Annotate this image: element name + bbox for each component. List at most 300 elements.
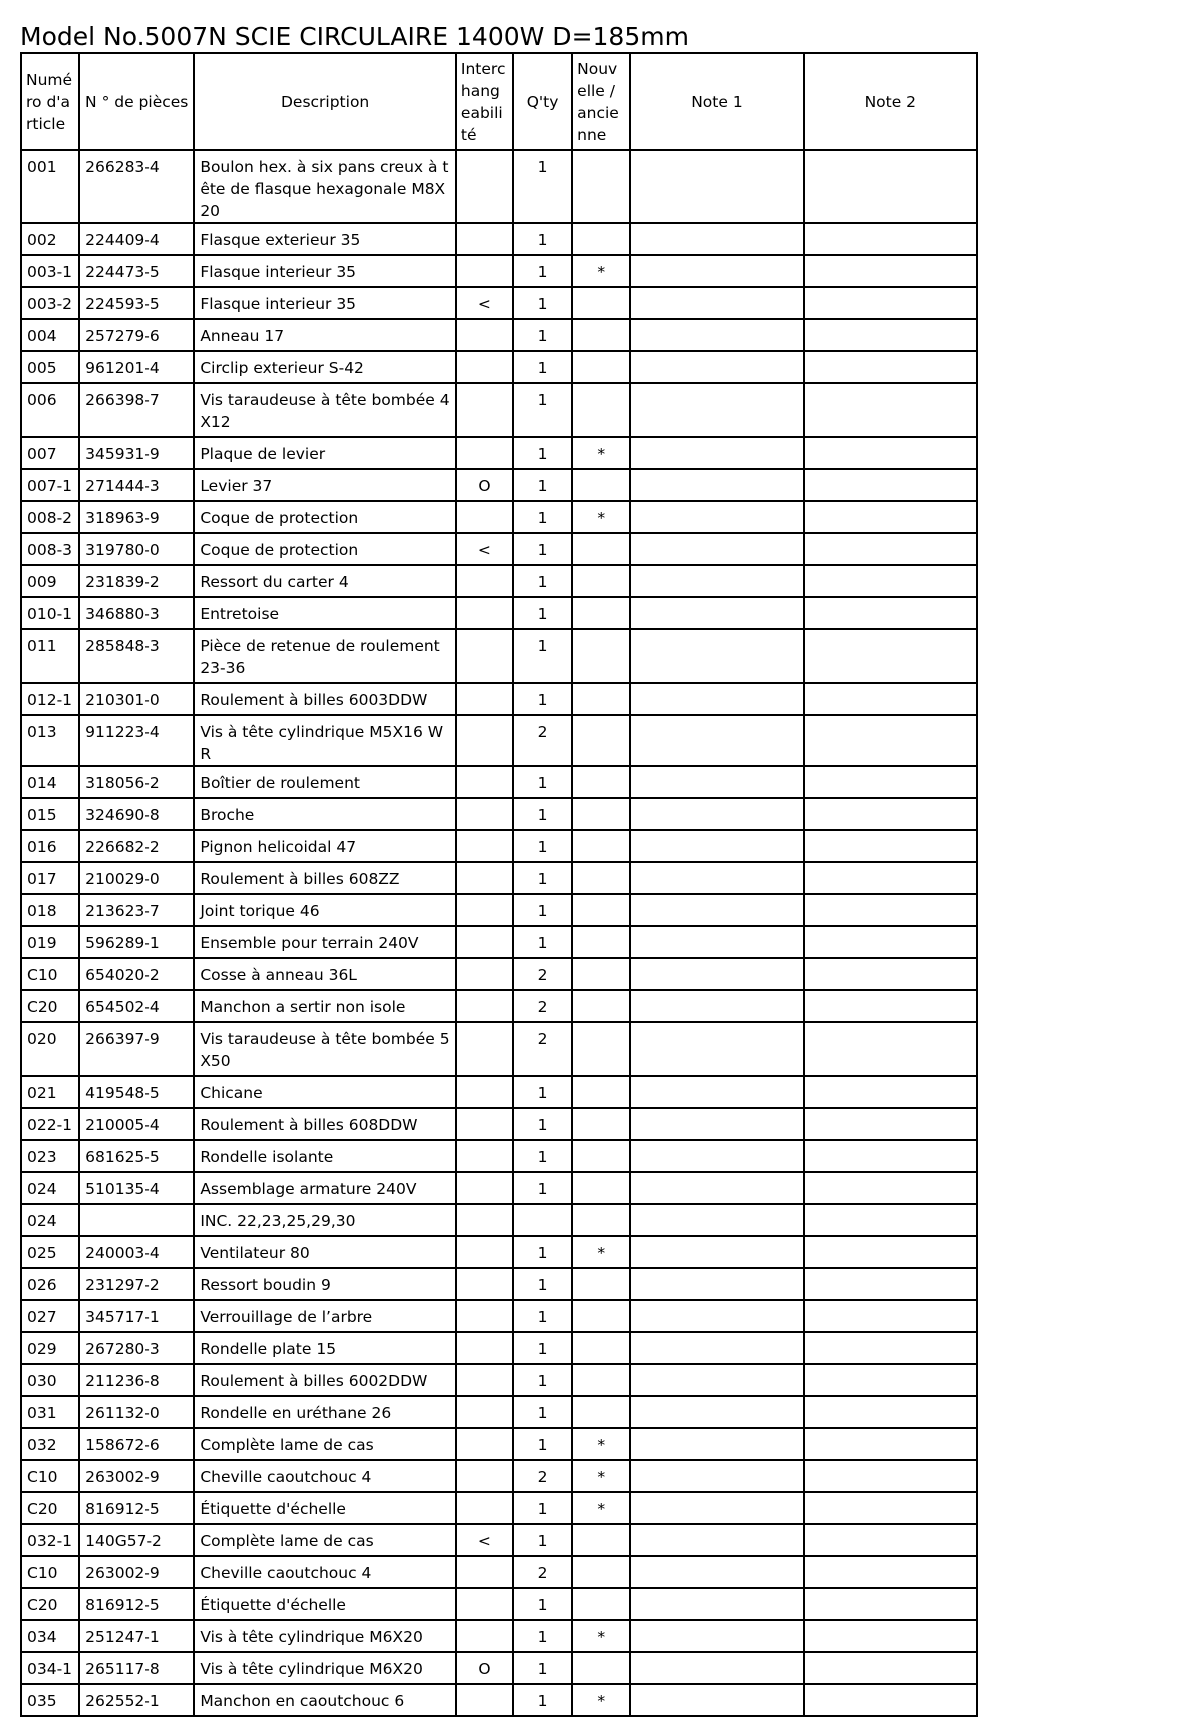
description-cell: Étiquette d'échelle [194, 1588, 456, 1620]
description-cell: Ressort du carter 4 [194, 565, 456, 597]
interchangeability-cell [456, 255, 513, 287]
interchangeability-cell [456, 798, 513, 830]
description-cell: Manchon a sertir non isole [194, 990, 456, 1022]
interchangeability-cell [456, 1684, 513, 1716]
new-old-cell [572, 1268, 630, 1300]
description-cell: Coque de protection [194, 501, 456, 533]
description-cell: Roulement à billes 608DDW [194, 1108, 456, 1140]
note2-cell [804, 1108, 977, 1140]
table-row [21, 565, 977, 597]
interchangeability-cell [456, 990, 513, 1022]
item-number-cell: 022-1 [21, 1108, 79, 1140]
note2-cell [804, 683, 977, 715]
note1-cell [630, 1076, 803, 1108]
part-number-cell: 240003-4 [79, 1236, 194, 1268]
new-old-cell [572, 1364, 630, 1396]
qty-cell: 1 [513, 1620, 572, 1652]
note2-cell [804, 565, 977, 597]
new-old-cell: * [572, 1428, 630, 1460]
note1-cell [630, 629, 803, 683]
new-old-cell [572, 629, 630, 683]
description-cell: Complète lame de cas [194, 1524, 456, 1556]
interchangeability-cell [456, 1204, 513, 1236]
note2-cell [804, 862, 977, 894]
table-row [21, 1022, 977, 1076]
new-old-cell: * [572, 1460, 630, 1492]
note2-cell [804, 1236, 977, 1268]
new-old-cell [572, 223, 630, 255]
qty-cell: 1 [513, 223, 572, 255]
note1-cell [630, 990, 803, 1022]
new-old-cell [572, 533, 630, 565]
item-number-cell: 032 [21, 1428, 79, 1460]
item-number-cell: C20 [21, 1492, 79, 1524]
item-number-cell: 027 [21, 1300, 79, 1332]
new-old-cell [572, 1332, 630, 1364]
col-interchangeability: Interchangeabilité [456, 53, 513, 150]
part-number-cell: 210005-4 [79, 1108, 194, 1140]
interchangeability-cell [456, 437, 513, 469]
note2-cell [804, 715, 977, 766]
item-number-cell: 012-1 [21, 683, 79, 715]
note1-cell [630, 715, 803, 766]
interchangeability-cell [456, 1588, 513, 1620]
col-item-no: Numéro d'article [21, 53, 79, 150]
description-cell: Roulement à billes 6003DDW [194, 683, 456, 715]
table-row [21, 1204, 977, 1236]
table-row [21, 894, 977, 926]
item-number-cell: 024 [21, 1204, 79, 1236]
note1-cell [630, 926, 803, 958]
note1-cell [630, 150, 803, 223]
interchangeability-cell [456, 894, 513, 926]
note2-cell [804, 798, 977, 830]
table-row [21, 1620, 977, 1652]
new-old-cell [572, 1076, 630, 1108]
note1-cell [630, 223, 803, 255]
new-old-cell [572, 1204, 630, 1236]
interchangeability-cell [456, 862, 513, 894]
note2-cell [804, 1396, 977, 1428]
note2-cell [804, 766, 977, 798]
note2-cell [804, 1022, 977, 1076]
table-header-row [21, 53, 977, 150]
interchangeability-cell [456, 958, 513, 990]
note1-cell [630, 894, 803, 926]
part-number-cell: 654502-4 [79, 990, 194, 1022]
new-old-cell [572, 766, 630, 798]
item-number-cell: 008-2 [21, 501, 79, 533]
new-old-cell [572, 894, 630, 926]
qty-cell: 1 [513, 1268, 572, 1300]
note1-cell [630, 1022, 803, 1076]
item-number-cell: 004 [21, 319, 79, 351]
description-cell: Roulement à billes 6002DDW [194, 1364, 456, 1396]
note1-cell [630, 1492, 803, 1524]
item-number-cell: 032-1 [21, 1524, 79, 1556]
note2-cell [804, 1332, 977, 1364]
qty-cell: 1 [513, 1684, 572, 1716]
part-number-cell: 346880-3 [79, 597, 194, 629]
new-old-cell: * [572, 1684, 630, 1716]
interchangeability-cell [456, 1108, 513, 1140]
qty-cell: 1 [513, 1588, 572, 1620]
interchangeability-cell [456, 1236, 513, 1268]
table-row [21, 1332, 977, 1364]
interchangeability-cell [456, 1300, 513, 1332]
new-old-cell [572, 862, 630, 894]
interchangeability-cell: O [456, 469, 513, 501]
part-number-cell: 510135-4 [79, 1172, 194, 1204]
interchangeability-cell [456, 1396, 513, 1428]
note1-cell [630, 255, 803, 287]
table-row [21, 223, 977, 255]
table-row [21, 1684, 977, 1716]
note1-cell [630, 1300, 803, 1332]
interchangeability-cell [456, 830, 513, 862]
new-old-cell [572, 990, 630, 1022]
part-number-cell: 266398-7 [79, 383, 194, 437]
qty-cell: 1 [513, 894, 572, 926]
new-old-cell [572, 597, 630, 629]
new-old-cell [572, 1140, 630, 1172]
part-number-cell: 210029-0 [79, 862, 194, 894]
note1-cell [630, 766, 803, 798]
interchangeability-cell [456, 926, 513, 958]
note1-cell [630, 958, 803, 990]
interchangeability-cell [456, 351, 513, 383]
part-number-cell: 419548-5 [79, 1076, 194, 1108]
description-cell: Anneau 17 [194, 319, 456, 351]
note1-cell [630, 683, 803, 715]
qty-cell: 1 [513, 1492, 572, 1524]
note2-cell [804, 1204, 977, 1236]
table-row [21, 1108, 977, 1140]
part-number-cell: 140G57-2 [79, 1524, 194, 1556]
description-cell: Flasque interieur 35 [194, 255, 456, 287]
interchangeability-cell: < [456, 1524, 513, 1556]
qty-cell: 1 [513, 1076, 572, 1108]
interchangeability-cell [456, 150, 513, 223]
note2-cell [804, 1556, 977, 1588]
description-cell: Levier 37 [194, 469, 456, 501]
description-cell: Verrouillage de l’arbre [194, 1300, 456, 1332]
interchangeability-cell [456, 1076, 513, 1108]
qty-cell: 1 [513, 1524, 572, 1556]
note2-cell [804, 629, 977, 683]
item-number-cell: C10 [21, 958, 79, 990]
qty-cell: 1 [513, 1396, 572, 1428]
note1-cell [630, 1684, 803, 1716]
part-number-cell: 211236-8 [79, 1364, 194, 1396]
table-row [21, 1236, 977, 1268]
table-row [21, 1652, 977, 1684]
note2-cell [804, 1300, 977, 1332]
note2-cell [804, 597, 977, 629]
note1-cell [630, 1204, 803, 1236]
col-part-no: N ° de pièces [79, 53, 194, 150]
new-old-cell [572, 319, 630, 351]
table-row [21, 990, 977, 1022]
description-cell: Pignon helicoidal 47 [194, 830, 456, 862]
part-number-cell: 263002-9 [79, 1460, 194, 1492]
note1-cell [630, 1140, 803, 1172]
part-number-cell: 257279-6 [79, 319, 194, 351]
note2-cell [804, 223, 977, 255]
note1-cell [630, 287, 803, 319]
description-cell: Boîtier de roulement [194, 766, 456, 798]
qty-cell: 1 [513, 150, 572, 223]
part-number-cell: 345717-1 [79, 1300, 194, 1332]
description-cell: Vis taraudeuse à tête bombée 4X12 [194, 383, 456, 437]
qty-cell: 1 [513, 683, 572, 715]
description-cell: Coque de protection [194, 533, 456, 565]
table-row [21, 1396, 977, 1428]
description-cell: Vis à tête cylindrique M5X16 WR [194, 715, 456, 766]
qty-cell: 2 [513, 990, 572, 1022]
new-old-cell: * [572, 1236, 630, 1268]
description-cell: Cheville caoutchouc 4 [194, 1460, 456, 1492]
description-cell: Ventilateur 80 [194, 1236, 456, 1268]
col-note1: Note 1 [630, 53, 803, 150]
note1-cell [630, 1236, 803, 1268]
note2-cell [804, 501, 977, 533]
interchangeability-cell [456, 383, 513, 437]
description-cell: Assemblage armature 240V [194, 1172, 456, 1204]
note1-cell [630, 565, 803, 597]
note1-cell [630, 1652, 803, 1684]
table-row [21, 629, 977, 683]
note1-cell [630, 501, 803, 533]
interchangeability-cell [456, 1492, 513, 1524]
description-cell: Ensemble pour terrain 240V [194, 926, 456, 958]
parts-table [20, 52, 978, 1717]
part-number-cell: 318963-9 [79, 501, 194, 533]
note2-cell [804, 1492, 977, 1524]
item-number-cell: 029 [21, 1332, 79, 1364]
qty-cell: 1 [513, 533, 572, 565]
new-old-cell: * [572, 437, 630, 469]
part-number-cell: 654020-2 [79, 958, 194, 990]
part-number-cell: 224473-5 [79, 255, 194, 287]
qty-cell: 1 [513, 287, 572, 319]
qty-cell: 1 [513, 437, 572, 469]
table-row [21, 1524, 977, 1556]
interchangeability-cell [456, 715, 513, 766]
item-number-cell: 017 [21, 862, 79, 894]
item-number-cell: 005 [21, 351, 79, 383]
table-row [21, 926, 977, 958]
new-old-cell [572, 926, 630, 958]
note2-cell [804, 1364, 977, 1396]
new-old-cell [572, 1556, 630, 1588]
part-number-cell: 345931-9 [79, 437, 194, 469]
description-cell: Flasque interieur 35 [194, 287, 456, 319]
qty-cell: 1 [513, 766, 572, 798]
note1-cell [630, 1396, 803, 1428]
new-old-cell [572, 351, 630, 383]
item-number-cell: 025 [21, 1236, 79, 1268]
new-old-cell [572, 1588, 630, 1620]
col-note2: Note 2 [804, 53, 977, 150]
note2-cell [804, 1524, 977, 1556]
table-row [21, 383, 977, 437]
description-cell: Ressort boudin 9 [194, 1268, 456, 1300]
note2-cell [804, 255, 977, 287]
note2-cell [804, 894, 977, 926]
new-old-cell [572, 958, 630, 990]
new-old-cell [572, 150, 630, 223]
part-number-cell: 816912-5 [79, 1492, 194, 1524]
interchangeability-cell: < [456, 533, 513, 565]
item-number-cell: 011 [21, 629, 79, 683]
note2-cell [804, 319, 977, 351]
part-number-cell: 262552-1 [79, 1684, 194, 1716]
interchangeability-cell [456, 1428, 513, 1460]
qty-cell: 1 [513, 469, 572, 501]
note2-cell [804, 351, 977, 383]
new-old-cell [572, 383, 630, 437]
part-number-cell: 266283-4 [79, 150, 194, 223]
description-cell: INC. 22,23,25,29,30 [194, 1204, 456, 1236]
item-number-cell: C20 [21, 1588, 79, 1620]
new-old-cell: * [572, 255, 630, 287]
description-cell: Plaque de levier [194, 437, 456, 469]
note2-cell [804, 469, 977, 501]
item-number-cell: 031 [21, 1396, 79, 1428]
qty-cell: 1 [513, 1332, 572, 1364]
description-cell: Rondelle plate 15 [194, 1332, 456, 1364]
table-row [21, 1428, 977, 1460]
interchangeability-cell [456, 766, 513, 798]
description-cell: Pièce de retenue de roulement 23-36 [194, 629, 456, 683]
interchangeability-cell [456, 501, 513, 533]
qty-cell: 1 [513, 1652, 572, 1684]
interchangeability-cell [456, 565, 513, 597]
part-number-cell: 324690-8 [79, 798, 194, 830]
note1-cell [630, 1172, 803, 1204]
description-cell: Joint torique 46 [194, 894, 456, 926]
table-row [21, 958, 977, 990]
interchangeability-cell: < [456, 287, 513, 319]
description-cell: Chicane [194, 1076, 456, 1108]
qty-cell: 2 [513, 1022, 572, 1076]
note2-cell [804, 287, 977, 319]
item-number-cell: 016 [21, 830, 79, 862]
item-number-cell: 020 [21, 1022, 79, 1076]
qty-cell: 2 [513, 958, 572, 990]
part-number-cell: 266397-9 [79, 1022, 194, 1076]
col-description: Description [194, 53, 456, 150]
table-row [21, 597, 977, 629]
table-row [21, 683, 977, 715]
table-row [21, 150, 977, 223]
interchangeability-cell [456, 1172, 513, 1204]
qty-cell: 1 [513, 862, 572, 894]
table-row [21, 1492, 977, 1524]
table-row [21, 798, 977, 830]
col-qty: Q'ty [513, 53, 572, 150]
note2-cell [804, 1076, 977, 1108]
part-number-cell: 226682-2 [79, 830, 194, 862]
part-number-cell: 319780-0 [79, 533, 194, 565]
note2-cell [804, 1140, 977, 1172]
new-old-cell: * [572, 501, 630, 533]
interchangeability-cell [456, 1022, 513, 1076]
table-row [21, 351, 977, 383]
part-number-cell: 251247-1 [79, 1620, 194, 1652]
note2-cell [804, 1588, 977, 1620]
table-row [21, 437, 977, 469]
item-number-cell: C10 [21, 1556, 79, 1588]
part-number-cell: 318056-2 [79, 766, 194, 798]
description-cell: Cosse à anneau 36L [194, 958, 456, 990]
note2-cell [804, 1460, 977, 1492]
interchangeability-cell [456, 683, 513, 715]
qty-cell: 1 [513, 926, 572, 958]
item-number-cell: 015 [21, 798, 79, 830]
table-row [21, 1364, 977, 1396]
description-cell: Circlip exterieur S-42 [194, 351, 456, 383]
qty-cell: 1 [513, 565, 572, 597]
interchangeability-cell: O [456, 1652, 513, 1684]
description-cell: Vis à tête cylindrique M6X20 [194, 1652, 456, 1684]
item-number-cell: 034 [21, 1620, 79, 1652]
table-row [21, 469, 977, 501]
table-row [21, 1076, 977, 1108]
new-old-cell [572, 1172, 630, 1204]
table-row [21, 255, 977, 287]
item-number-cell: 010-1 [21, 597, 79, 629]
part-number-cell: 681625-5 [79, 1140, 194, 1172]
new-old-cell [572, 830, 630, 862]
item-number-cell: 003-2 [21, 287, 79, 319]
interchangeability-cell [456, 1556, 513, 1588]
description-cell: Rondelle isolante [194, 1140, 456, 1172]
part-number-cell: 816912-5 [79, 1588, 194, 1620]
qty-cell: 1 [513, 597, 572, 629]
note2-cell [804, 437, 977, 469]
new-old-cell [572, 1022, 630, 1076]
table-row [21, 1268, 977, 1300]
description-cell: Manchon en caoutchouc 6 [194, 1684, 456, 1716]
qty-cell [513, 1204, 572, 1236]
qty-cell: 1 [513, 1300, 572, 1332]
item-number-cell: 014 [21, 766, 79, 798]
interchangeability-cell [456, 1364, 513, 1396]
note1-cell [630, 1460, 803, 1492]
table-row [21, 1588, 977, 1620]
description-cell: Entretoise [194, 597, 456, 629]
table-row [21, 1556, 977, 1588]
item-number-cell: 030 [21, 1364, 79, 1396]
note1-cell [630, 597, 803, 629]
description-cell: Boulon hex. à six pans creux à tête de flasque hexagonale M8X20 [194, 150, 456, 223]
note1-cell [630, 862, 803, 894]
note1-cell [630, 533, 803, 565]
item-number-cell: C10 [21, 1460, 79, 1492]
qty-cell: 1 [513, 1172, 572, 1204]
qty-cell: 2 [513, 1556, 572, 1588]
qty-cell: 1 [513, 798, 572, 830]
note2-cell [804, 383, 977, 437]
note2-cell [804, 150, 977, 223]
item-number-cell: 009 [21, 565, 79, 597]
description-cell: Étiquette d'échelle [194, 1492, 456, 1524]
qty-cell: 1 [513, 629, 572, 683]
item-number-cell: 013 [21, 715, 79, 766]
part-number-cell: 224409-4 [79, 223, 194, 255]
